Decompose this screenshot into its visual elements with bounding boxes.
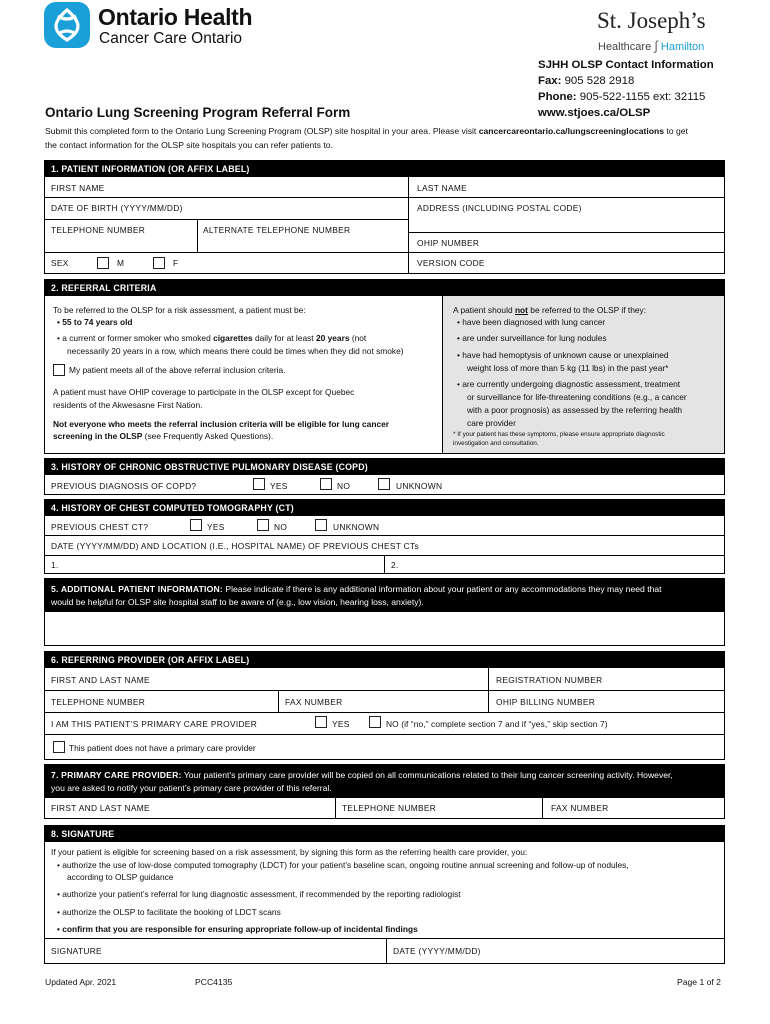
intro-part-3: the contact information for the OLSP site hospitals you can refer patients to. (45, 140, 333, 150)
criteria-smoker-d: 20 years (315, 333, 350, 343)
st-josephs-sub-left: Healthcare (598, 41, 652, 53)
section-5-additional-info (44, 578, 725, 646)
eligibility-note-2a: screening in the OLSP (53, 431, 143, 441)
fax-label: Fax: (538, 75, 562, 87)
exclusion-1: • have been diagnosed with lung cancer (457, 317, 606, 327)
first-name-label: FIRST NAME (51, 183, 105, 193)
version-code-label: VERSION CODE (417, 258, 485, 268)
section-6-header: 6. REFERRING PROVIDER (OR AFFIX LABEL) (45, 652, 724, 668)
copd-yes-checkbox[interactable] (253, 478, 265, 490)
section-1-header: 1. PATIENT INFORMATION (OR AFFIX LABEL) (45, 161, 724, 177)
signature-date-label: DATE (YYYY/MM/DD) (393, 946, 481, 956)
sex-f-checkbox[interactable] (153, 257, 165, 269)
signature-bullet-1a: • authorize the use of low-dose computed tomography (LDCT) for your patient’s baseline scan, ongoing routine annual screening and follow-up of nodules, (57, 860, 629, 870)
footer-page: Page 1 of 2 (677, 977, 721, 987)
exclusion-4b: or surveillance for life-threatening conditions (e.g., a cancer (467, 392, 687, 402)
criteria-smoker-c: daily for at least (252, 333, 316, 343)
additional-info-field[interactable] (45, 611, 724, 645)
address-label: ADDRESS (INCLUDING POSTAL CODE) (417, 203, 582, 213)
criteria-smoker-2: necessarily 20 years in a row, which means there could be times when they did not smoke) (67, 346, 404, 356)
section-2-referral-criteria (44, 279, 725, 454)
ct-unknown-checkbox[interactable] (315, 519, 327, 531)
provider-name-label: FIRST AND LAST NAME (51, 675, 150, 685)
registration-number-label: REGISTRATION NUMBER (496, 675, 603, 685)
section-8-header: 8. SIGNATURE (45, 826, 724, 842)
st-josephs-sub-right: Hamilton (660, 41, 705, 53)
exclusion-footnote-1: * If your patient has these symptoms, please ensure appropriate diagnostic (453, 431, 665, 438)
form-title: Ontario Lung Screening Program Referral Form (45, 105, 351, 120)
pcp-fax-label: FAX NUMBER (551, 803, 609, 813)
pcp-name-label: FIRST AND LAST NAME (51, 803, 150, 813)
section-7-primary-care-provider (44, 764, 725, 819)
ct-entry-2[interactable]: 2. (391, 560, 399, 570)
last-name-label: LAST NAME (417, 183, 468, 193)
pcp-yes-checkbox[interactable] (315, 716, 327, 728)
section-5-text-2: would be helpful for OLSP site hospital staff to be aware of (e.g., low vision, hearing loss, anxiety). (51, 597, 424, 607)
copd-unknown-checkbox[interactable] (378, 478, 390, 490)
copd-no-checkbox[interactable] (320, 478, 332, 490)
signature-bullet-4: • confirm that you are responsible for ensuring appropriate follow-up of incidental findings (57, 924, 418, 934)
ct-no-label: NO (274, 522, 288, 532)
exclusion-footnote-2: investigation and consultation. (453, 440, 539, 447)
ct-yes-label: YES (207, 522, 225, 532)
alt-telephone-label: ALTERNATE TELEPHONE NUMBER (203, 225, 351, 235)
exclusion-4d: care provider (467, 418, 516, 428)
copd-no-label: NO (337, 481, 351, 491)
pcp-yes-label: YES (332, 719, 350, 729)
copd-question: PREVIOUS DIAGNOSIS OF COPD? (51, 481, 197, 491)
copd-yes-label: YES (270, 481, 288, 491)
ohip-billing-label: OHIP BILLING NUMBER (496, 697, 596, 707)
ct-no-checkbox[interactable] (257, 519, 269, 531)
section-5-text-1: Please indicate if there is any additional information about your patient or any accommodations they may need that (222, 584, 662, 594)
exclusion-4a: • are currently undergoing diagnostic assessment, treatment (457, 379, 681, 389)
phone-label: Phone: (538, 91, 577, 103)
exclusion-heading-c: be referred to the OLSP if they: (527, 305, 647, 315)
provider-fax-label: FAX NUMBER (285, 697, 343, 707)
sex-m-checkbox[interactable] (97, 257, 109, 269)
section-7-text-1: Your patient’s primary care provider will be copied on all communications related to their lung cancer screening activity. However, (181, 770, 673, 780)
pcp-no-checkbox[interactable] (369, 716, 381, 728)
exclusion-4c: with a poor prognosis) as assessed by the referring health (467, 405, 683, 415)
ct-yes-checkbox[interactable] (190, 519, 202, 531)
meets-criteria-checkbox[interactable] (53, 364, 65, 376)
footer-updated: Updated Apr. 2021 (45, 977, 117, 987)
signature-intro: If your patient is eligible for screening based on a risk assessment, by signing this form as the referring health care provider, you: (51, 847, 528, 857)
signature-bullet-3: • authorize the OLSP to facilitate the booking of LDCT scans (57, 907, 281, 917)
sex-f-label: F (173, 258, 179, 268)
criteria-smoker-a: • a current or former smoker who smoked (57, 333, 214, 343)
ontario-health-subtitle: Cancer Care Ontario (99, 30, 243, 47)
pcp-no-label: NO (if “no,” complete section 7 and if “yes,” skip section 7) (386, 719, 608, 729)
contact-heading: SJHH OLSP Contact Information (538, 59, 714, 71)
section-4-chest-ct (44, 499, 725, 574)
meets-criteria-label: My patient meets all of the above referral inclusion criteria. (69, 365, 286, 375)
intro-part-1: Submit this completed form to the Ontario Lung Screening Program (OLSP) site hospital in your area. Please visit (45, 126, 479, 136)
intro-link[interactable]: cancercareontario.ca/lungscreeninglocations (478, 126, 665, 136)
section-4-header: 4. HISTORY OF CHEST COMPUTED TOMOGRAPHY (CT) (45, 500, 724, 516)
fax-value: 905 528 2918 (564, 75, 635, 87)
criteria-smoker-1 (57, 332, 366, 345)
website-link[interactable]: www.stjoes.ca/OLSP (538, 107, 651, 119)
criteria-smoker-b: cigarettes (213, 333, 253, 343)
ct-date-location-label: DATE (YYYY/MM/DD) AND LOCATION (I.E., HOSPITAL NAME) OF PREVIOUS CHEST CTs (51, 541, 419, 551)
no-pcp-label: This patient does not have a primary care provider (69, 743, 256, 753)
signature-bullet-1b: according to OLSP guidance (67, 872, 174, 882)
section-7-text-2: you are asked to notify your patient’s primary care provider of this referral. (51, 783, 332, 793)
section-3-header: 3. HISTORY OF CHRONIC OBSTRUCTIVE PULMONARY DISEASE (COPD) (45, 459, 724, 475)
st-josephs-s-icon: ∫ (654, 38, 658, 53)
section-5-header (45, 579, 724, 612)
ct-unknown-label: UNKNOWN (333, 522, 380, 532)
eligibility-note-2b: (see Frequently Asked Questions). (142, 431, 274, 441)
chest-ct-question: PREVIOUS CHEST CT? (51, 522, 149, 532)
provider-telephone-label: TELEPHONE NUMBER (51, 697, 146, 707)
contact-info (538, 57, 714, 121)
exclusion-heading (453, 304, 646, 317)
section-6-referring-provider (44, 651, 725, 760)
section-1-patient-info (44, 160, 725, 274)
sex-label: SEX (51, 258, 69, 268)
pcp-question: I AM THIS PATIENT’S PRIMARY CARE PROVIDER (51, 719, 258, 729)
section-5-title: 5. ADDITIONAL PATIENT INFORMATION: (51, 584, 223, 594)
criteria-smoker-e: (not (349, 333, 367, 343)
intro-text (45, 124, 730, 152)
intro-part-2: to get (664, 126, 688, 136)
ohip-coverage-1: A patient must have OHIP coverage to participate in the OLSP except for Quebec (53, 387, 355, 397)
st-josephs-logo-subtitle (598, 38, 704, 53)
eligibility-note-2 (53, 430, 273, 443)
section-2-header: 2. REFERRAL CRITERIA (45, 280, 724, 296)
section-7-title: 7. PRIMARY CARE PROVIDER: (51, 770, 182, 780)
criteria-intro: To be referred to the OLSP for a risk assessment, a patient must be: (53, 305, 306, 315)
sex-m-label: M (117, 258, 125, 268)
exclusion-3a: • have had hemoptysis of unknown cause or unexplained (457, 350, 669, 360)
phone-value: 905-522-1155 ext: 32115 (579, 91, 706, 103)
st-josephs-logo-title: St. Joseph’s (597, 8, 706, 33)
exclusion-heading-a: A patient should (453, 305, 515, 315)
signature-bullet-2: • authorize your patient’s referral for lung diagnostic assessment, if recommended by the reporting radiologist (57, 889, 461, 899)
ontario-health-logo-icon (44, 2, 90, 48)
exclusion-2: • are under surveillance for lung nodules (457, 333, 607, 343)
section-3-copd (44, 458, 725, 495)
section-8-signature (44, 825, 725, 964)
criteria-age: • 55 to 74 years old (57, 317, 133, 327)
eligibility-note-1: Not everyone who meets the referral inclusion criteria will be eligible for lung cancer (53, 419, 390, 429)
pcp-telephone-label: TELEPHONE NUMBER (342, 803, 437, 813)
ct-entry-1[interactable]: 1. (51, 560, 59, 570)
copd-unknown-label: UNKNOWN (396, 481, 443, 491)
ohip-number-label: OHIP NUMBER (417, 238, 480, 248)
no-pcp-checkbox[interactable] (53, 741, 65, 753)
ontario-health-title: Ontario Health (98, 4, 253, 30)
exclusion-heading-b: not (514, 305, 528, 315)
footer-code: PCC4135 (195, 977, 233, 987)
exclusion-3b: weight loss of more than 5 kg (11 lbs) in the past year* (467, 363, 669, 373)
ohip-coverage-2: residents of the Akwesasne First Nation. (53, 400, 203, 410)
dob-label: DATE OF BIRTH (YYYY/MM/DD) (51, 203, 183, 213)
telephone-label: TELEPHONE NUMBER (51, 225, 146, 235)
section-7-header (45, 765, 724, 798)
signature-label: SIGNATURE (51, 946, 102, 956)
